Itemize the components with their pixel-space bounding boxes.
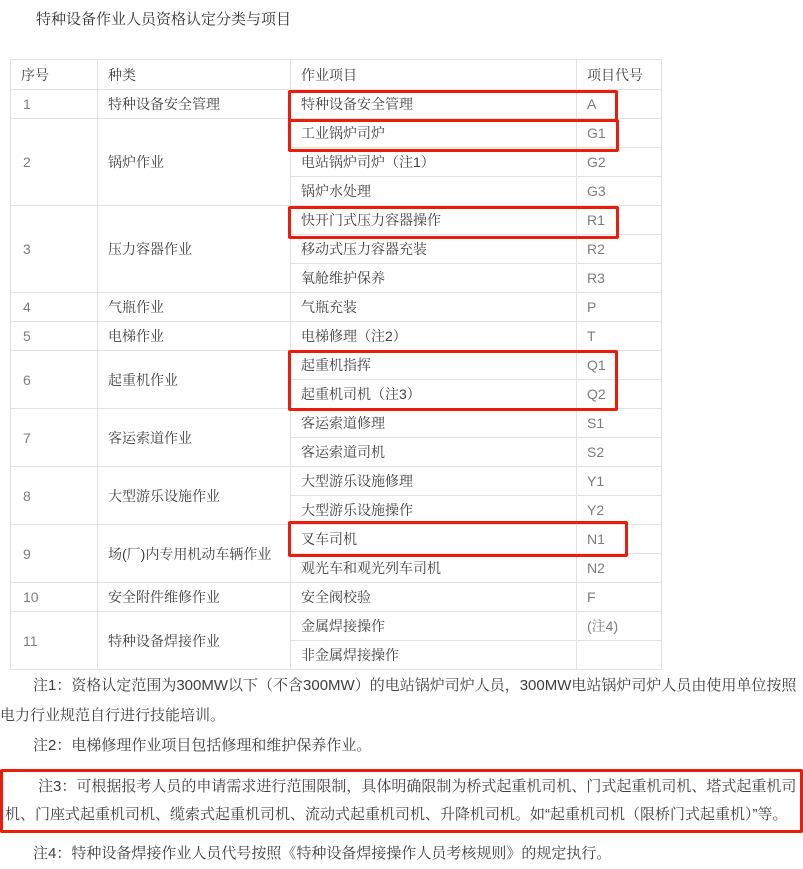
table-row (11, 612, 662, 641)
row-category: 气瓶作业 (98, 293, 291, 322)
row-project: 氧舱维护保养 (291, 264, 577, 293)
row-code: Q2 (577, 380, 662, 409)
table-row (11, 293, 662, 322)
table-row (11, 90, 662, 119)
notes-section (0, 669, 803, 869)
row-category: 场(厂)内专用机动车辆作业 (98, 525, 291, 583)
row-project: 工业锅炉司炉 (291, 119, 577, 148)
row-category: 特种设备焊接作业 (98, 612, 291, 670)
row-project: 移动式压力容器充装 (291, 235, 577, 264)
row-project: 起重机指挥 (291, 351, 577, 380)
header-category: 种类 (98, 60, 291, 90)
row-code: Y1 (577, 467, 662, 496)
row-project: 客运索道修理 (291, 409, 577, 438)
row-code: (注4) (577, 612, 662, 641)
table-row (11, 525, 662, 554)
table-row (11, 583, 662, 612)
header-project: 作业项目 (291, 60, 577, 90)
note-3-highlighted: 注3：可根据报考人员的申请需求进行范围限制，具体明确限制为桥式起重机司机、门式起重机司机、塔式起重机司机、门座式起重机司机、缆索式起重机司机、流动式起重机司机、升降机司机。如“起重机司机（限桥门式起重机）”等。 (0, 769, 803, 833)
row-project: 叉车司机 (291, 525, 577, 554)
row-category: 客运索道作业 (98, 409, 291, 467)
page-title: 特种设备作业人员资格认定分类与项目 (36, 11, 292, 28)
row-project: 快开门式压力容器操作 (291, 206, 577, 235)
row-no: 7 (11, 409, 98, 467)
row-project: 锅炉水处理 (291, 177, 577, 206)
note-2: 注2：电梯修理作业项目包括修理和维护保养作业。 (33, 737, 372, 754)
row-category: 电梯作业 (98, 322, 291, 351)
row-project: 气瓶充装 (291, 293, 577, 322)
row-project: 非金属焊接操作 (291, 641, 577, 670)
row-no: 2 (11, 119, 98, 206)
row-code: T (577, 322, 662, 351)
row-no: 10 (11, 583, 98, 612)
table-row (11, 351, 662, 380)
row-project: 电站锅炉司炉（注1） (291, 148, 577, 177)
row-category: 压力容器作业 (98, 206, 291, 293)
row-category: 特种设备安全管理 (98, 90, 291, 119)
row-code: A (577, 90, 662, 119)
row-code: Y2 (577, 496, 662, 525)
row-no: 4 (11, 293, 98, 322)
qualification-table-grid (10, 59, 662, 670)
row-code: S2 (577, 438, 662, 467)
table-row (11, 206, 662, 235)
row-code: R1 (577, 206, 662, 235)
row-code: F (577, 583, 662, 612)
row-code: S1 (577, 409, 662, 438)
row-code: N1 (577, 525, 662, 554)
row-no: 5 (11, 322, 98, 351)
header-code: 项目代号 (577, 60, 662, 90)
row-project: 起重机司机（注3） (291, 380, 577, 409)
row-no: 9 (11, 525, 98, 583)
row-project: 观光车和观光列车司机 (291, 554, 577, 583)
row-no: 8 (11, 467, 98, 525)
table-row (11, 467, 662, 496)
row-no: 1 (11, 90, 98, 119)
row-code (577, 641, 662, 670)
note-4: 注4：特种设备焊接作业人员代号按照《特种设备焊接操作人员考核规则》的规定执行。 (33, 845, 612, 862)
row-category: 起重机作业 (98, 351, 291, 409)
table-row (11, 322, 662, 351)
row-code: G1 (577, 119, 662, 148)
row-project: 客运索道司机 (291, 438, 577, 467)
row-code: R3 (577, 264, 662, 293)
row-project: 金属焊接操作 (291, 612, 577, 641)
row-code: R2 (577, 235, 662, 264)
row-code: N2 (577, 554, 662, 583)
row-no: 11 (11, 612, 98, 670)
table-row (11, 119, 662, 148)
row-project: 电梯修理（注2） (291, 322, 577, 351)
row-project: 大型游乐设施操作 (291, 496, 577, 525)
table-header-row (11, 60, 662, 90)
row-no: 3 (11, 206, 98, 293)
header-no: 序号 (11, 60, 98, 90)
qualification-table (10, 59, 661, 670)
row-project: 特种设备安全管理 (291, 90, 577, 119)
row-project: 大型游乐设施修理 (291, 467, 577, 496)
row-category: 锅炉作业 (98, 119, 291, 206)
row-code: Q1 (577, 351, 662, 380)
row-project: 安全阀校验 (291, 583, 577, 612)
row-code: P (577, 293, 662, 322)
table-row (11, 409, 662, 438)
row-no: 6 (11, 351, 98, 409)
row-category: 大型游乐设施作业 (98, 467, 291, 525)
note-1: 注1：资格认定范围为300MW以下（不含300MW）的电站锅炉司炉人员，300MW电站锅炉司炉人员由使用单位按照电力行业规范自行进行技能培训。 (0, 677, 797, 724)
row-code: G2 (577, 148, 662, 177)
row-code: G3 (577, 177, 662, 206)
row-category: 安全附件维修作业 (98, 583, 291, 612)
